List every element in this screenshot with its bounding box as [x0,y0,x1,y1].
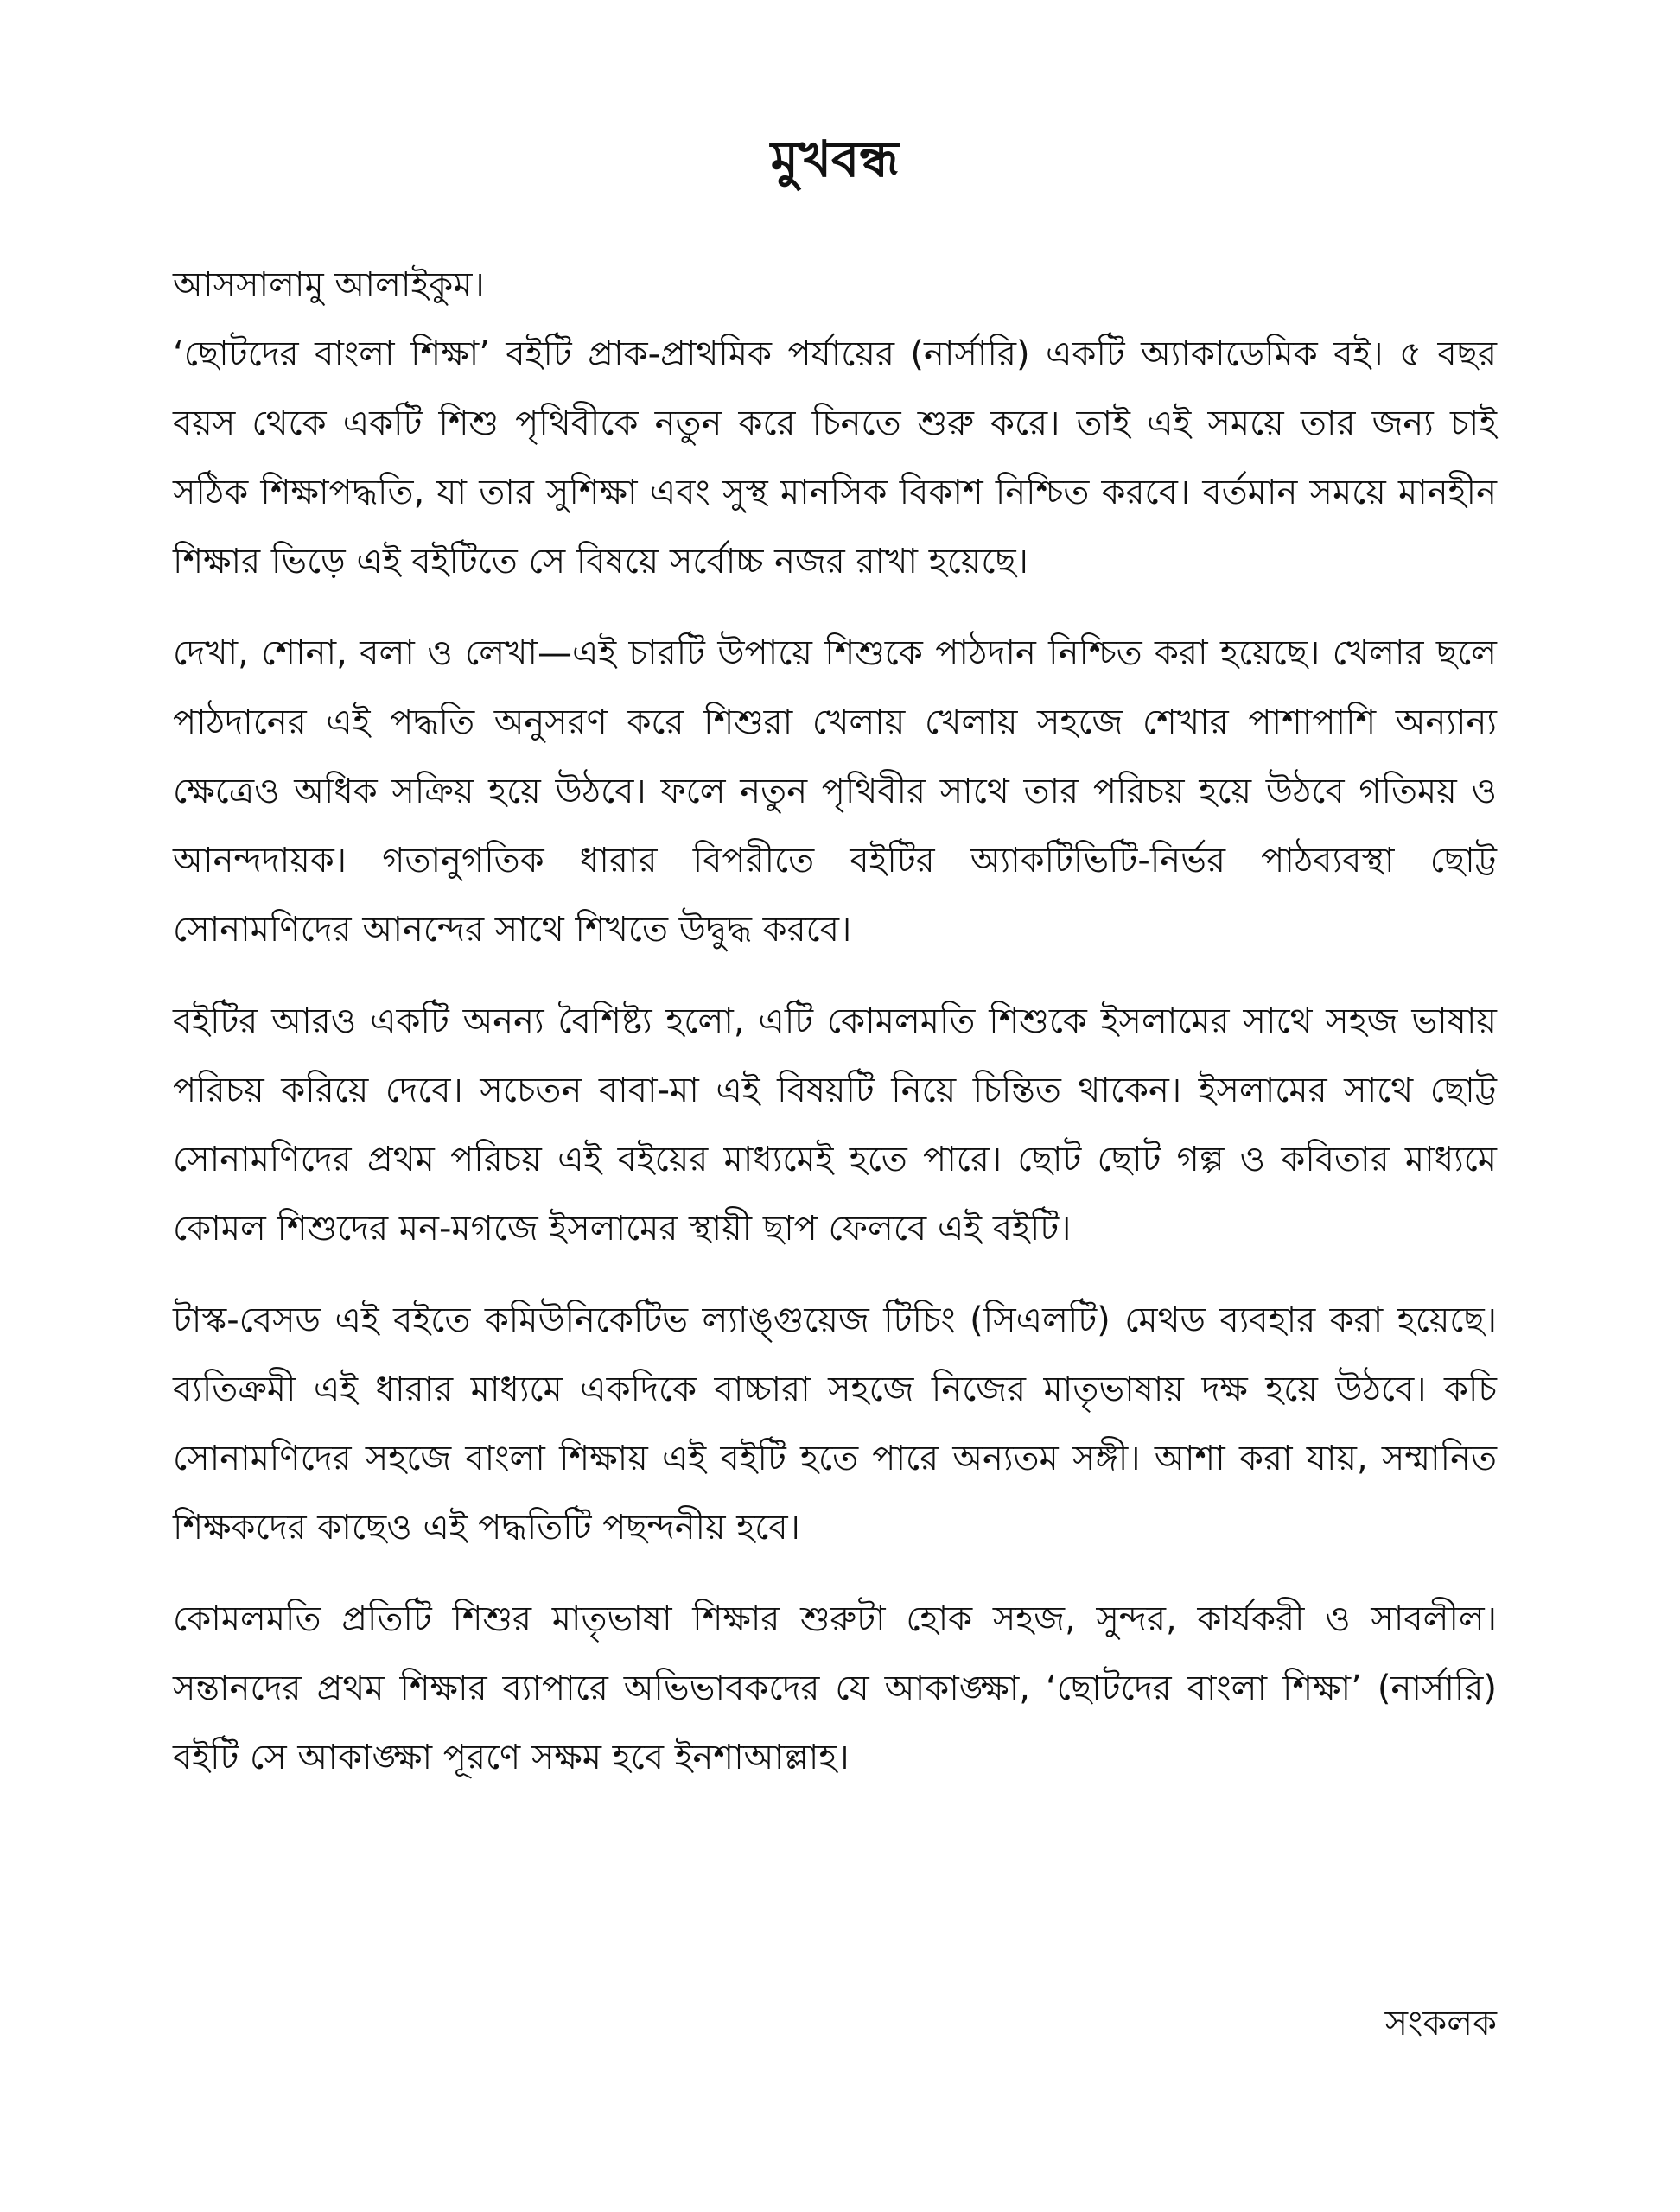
paragraph-5: কোমলমতি প্রতিটি শিশুর মাতৃভাষা শিক্ষার শুরুটা হোক সহজ, সুন্দর, কার্যকরী ও সাবলীল। সন্তানদের প্রথম শিক্ষার ব্যাপারে অভিভাবকদের যে আকাঙ্ক্ষা, ‘ছোটদের বাংলা শিক্ষা’ (নার্সারি) বইটি সে আকাঙ্ক্ষা পূরণে সক্ষম হবে ইনশাআল্লাহ। [173,1599,1497,1777]
paragraph-2: দেখা, শোনা, বলা ও লেখা—এই চারটি উপায়ে শিশুকে পাঠদান নিশ্চিত করা হয়েছে। খেলার ছলে পাঠদানের এই পদ্ধতি অনুসরণ করে শিশুরা খেলায় খেলায় সহজে শেখার পাশাপাশি অন্যান্য ক্ষেত্রেও অধিক সক্রিয় হয়ে উঠবে। ফলে নতুন পৃথিবীর সাথে তার পরিচয় হয়ে উঠবে গতিময় ও আনন্দদায়ক। গতানুগতিক ধারার বিপরীতে বইটির অ্যাকটিভিটি-নির্ভর পাঠব্যবস্থা ছোট্ট সোনামণিদের আনন্দের সাথে শিখতে উদ্বুদ্ধ করবে। [173,632,1497,950]
paragraph-4: টাস্ক-বেসড এই বইতে কমিউনিকেটিভ ল্যাঙ্গুয়েজ টিচিং (সিএলটি) মেথড ব্যবহার করা হয়েছে। ব্যতিক্রমী এই ধারার মাধ্যমে একদিকে বাচ্চারা সহজে নিজের মাতৃভাষায় দক্ষ হয়ে উঠবে। কচি সোনামণিদের সহজে বাংলা শিক্ষায় এই বইটি হতে পারে অন্যতম সঙ্গী। আশা করা যায়, সম্মানিত শিক্ষকদের কাছেও এই পদ্ধতিটি পছন্দনীয় হবে। [173,1300,1497,1548]
greeting: আসসালামু আলাইকুম। [173,264,485,305]
paragraph-1: ‘ছোটদের বাংলা শিক্ষা’ বইটি প্রাক-প্রাথমিক পর্যায়ের (নার্সারি) একটি অ্যাকাডেমিক বই। ৫ বছর বয়স থেকে একটি শিশু পৃথিবীকে নতুন করে চিনতে শুরু করে। তাই এই সময়ে তার জন্য চাই সঠিক শিক্ষাপদ্ধতি, যা তার সুশিক্ষা এবং সুস্থ মানসিক বিকাশ নিশ্চিত করবে। বর্তমান সময়ে মানহীন শিক্ষার ভিড়ে এই বইটিতে সে বিষয়ে সর্বোচ্চ নজর রাখা হয়েছে। [173,334,1497,582]
signature: সংকলক [1384,2004,1497,2044]
page-title: মুখবন্ধ [770,130,900,188]
paragraph-3: বইটির আরও একটি অনন্য বৈশিষ্ট্য হলো, এটি কোমলমতি শিশুকে ইসলামের সাথে সহজ ভাষায় পরিচয় করিয়ে দেবে। সচেতন বাবা-মা এই বিষয়টি নিয়ে চিন্তিত থাকেন। ইসলামের সাথে ছোট্ট সোনামণিদের প্রথম পরিচয় এই বইয়ের মাধ্যমেই হতে পারে। ছোট ছোট গল্প ও কবিতার মাধ্যমে কোমল শিশুদের মন-মগজে ইসলামের স্থায়ী ছাপ ফেলবে এই বইটি। [173,1001,1497,1249]
